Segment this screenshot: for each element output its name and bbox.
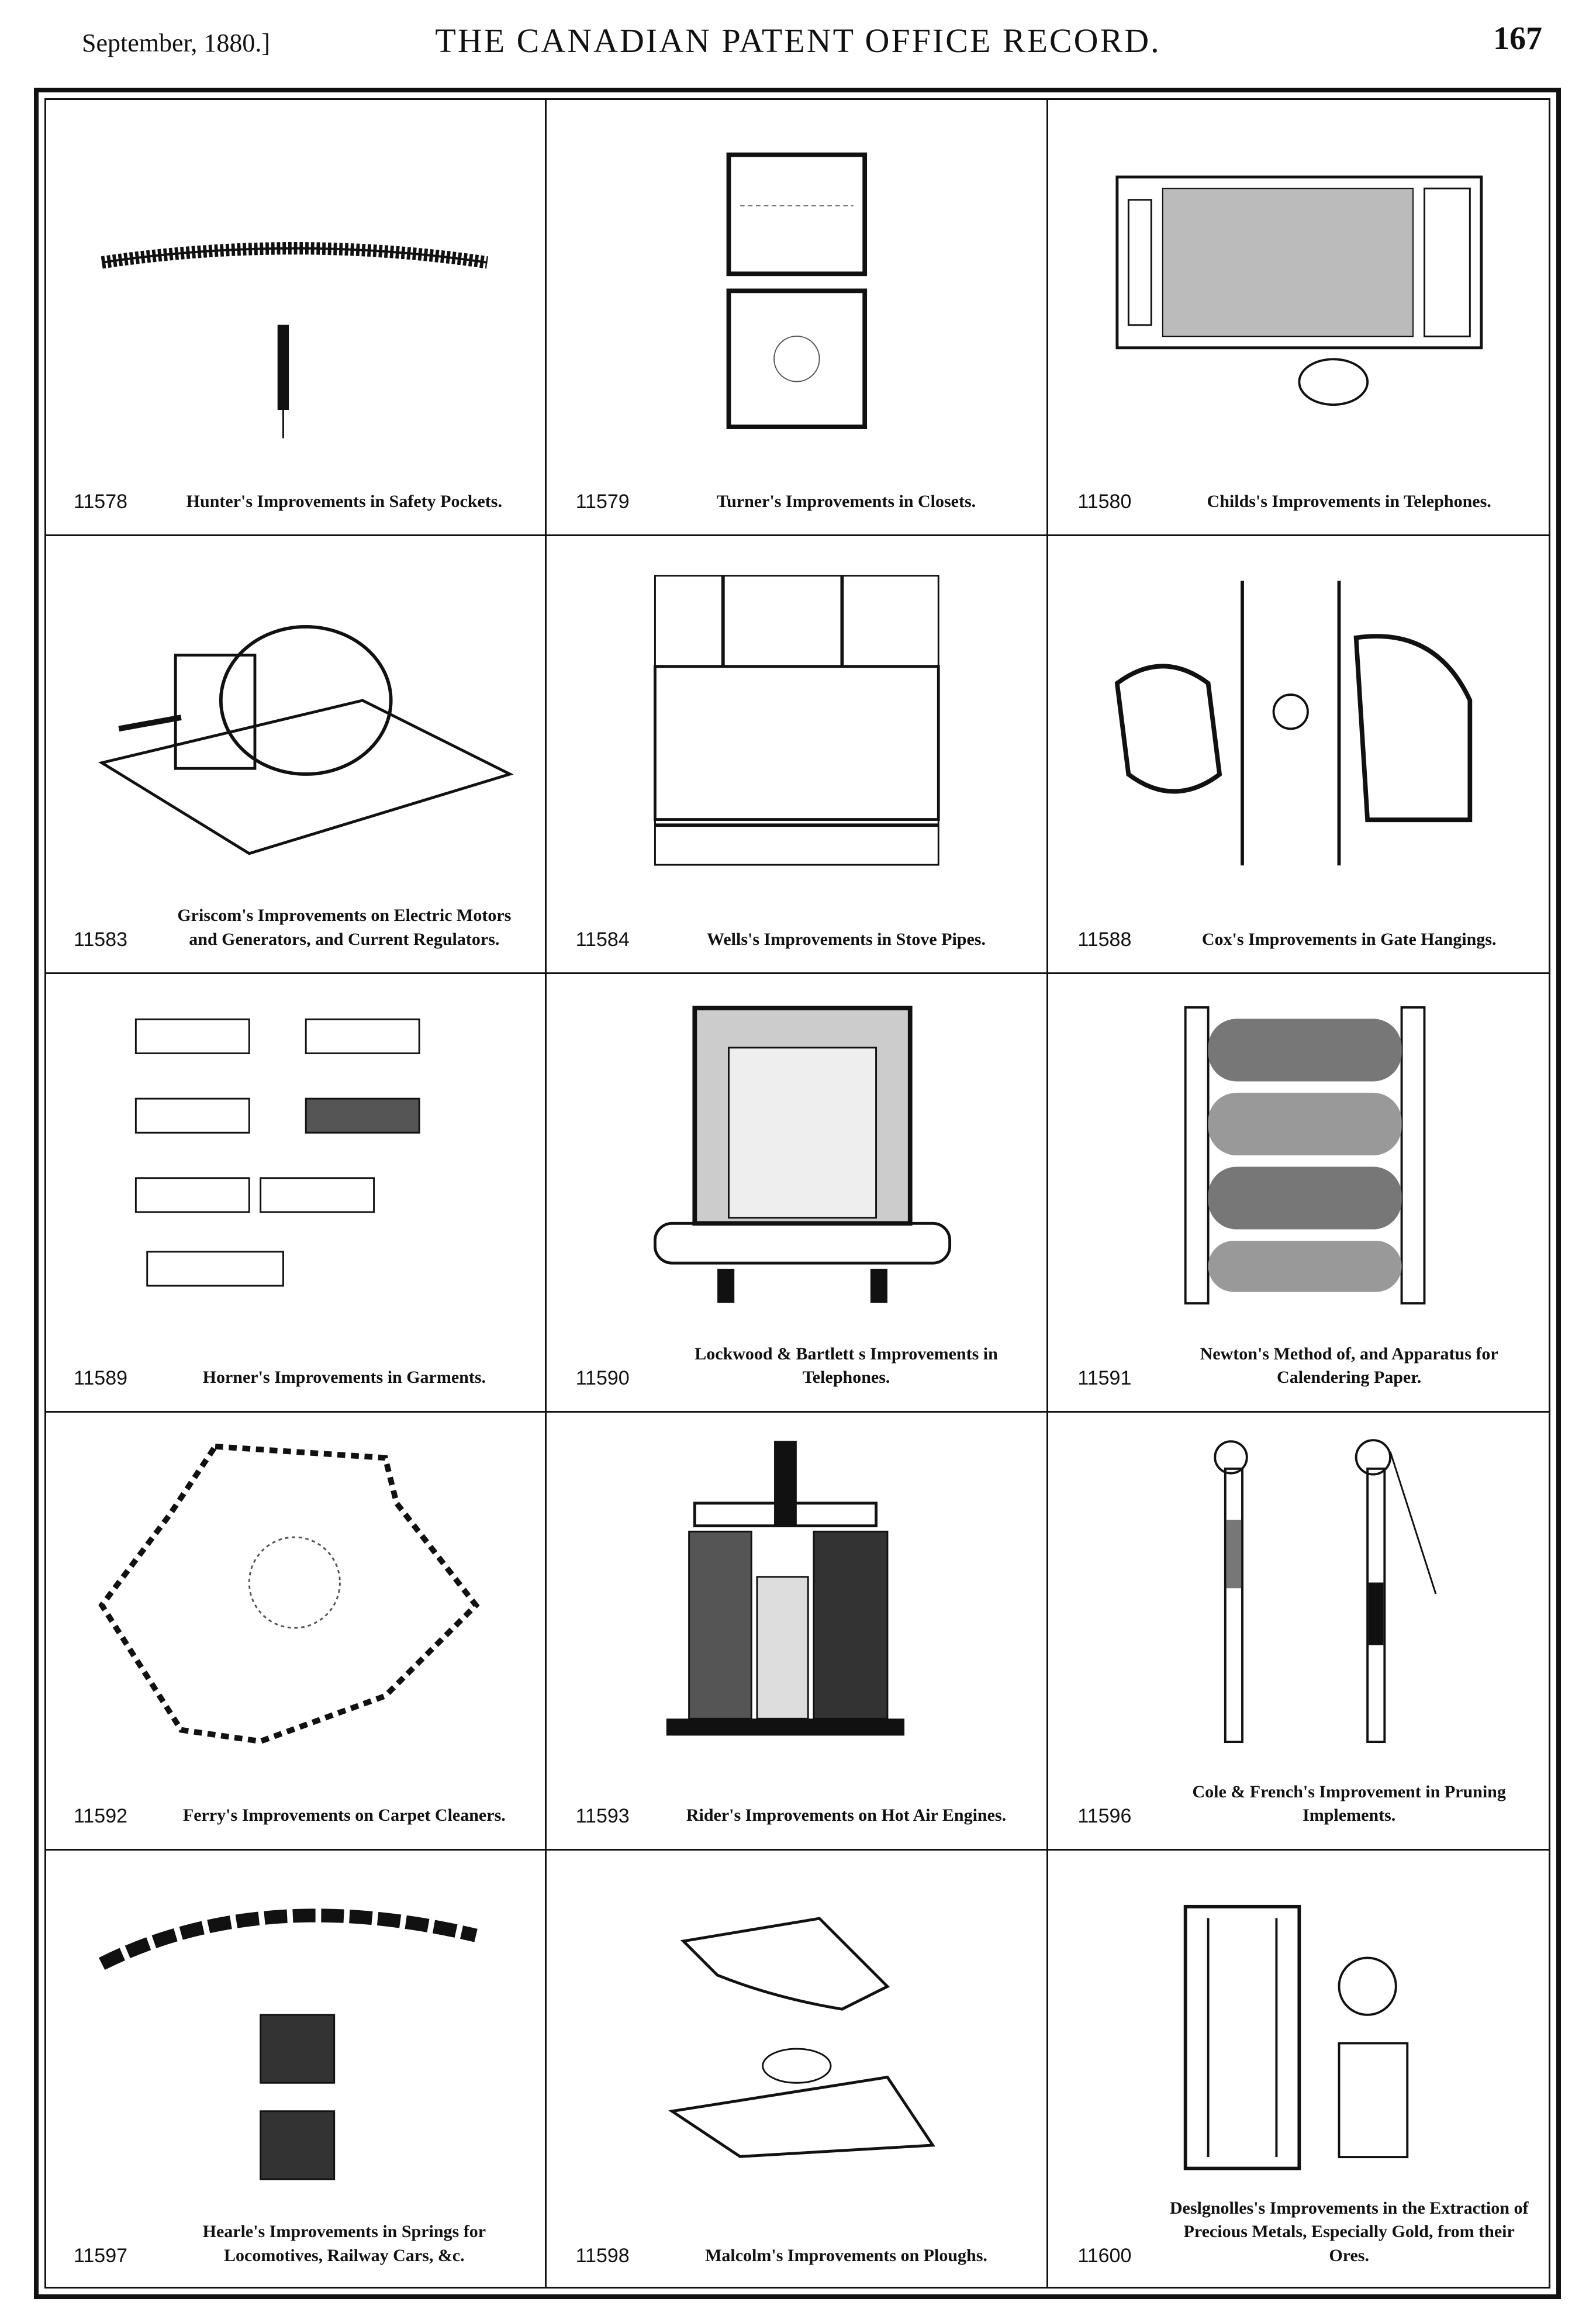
page-number: 167 — [1493, 20, 1542, 57]
patent-number: 11592 — [74, 1804, 128, 1827]
calendering-rollers-drawing — [1072, 992, 1527, 1319]
patent-title: Rider's Improvements on Hot Air Engines. — [686, 1806, 1007, 1825]
patent-number: 11588 — [1077, 929, 1132, 951]
page-header — [0, 0, 1596, 76]
patent-title: Turner's Improvements in Closets. — [716, 491, 976, 511]
patent-cell — [44, 974, 547, 1412]
telephone-switchboard-drawing — [1072, 116, 1527, 443]
patent-cell — [547, 536, 1049, 974]
patent-title: Hearle's Improvements in Springs for Locomotives, Railway Cars, &c. — [202, 2222, 486, 2265]
hot-air-engine-drawing — [570, 1430, 1024, 1758]
patent-number: 11589 — [74, 1366, 128, 1389]
garment-sleeves-drawing — [68, 992, 521, 1319]
patent-number: 11590 — [575, 1366, 630, 1389]
patent-cell — [1048, 536, 1550, 974]
patent-title: Cole & French's Improvement in Pruning Implements. — [1192, 1782, 1506, 1825]
patent-title: Cox's Improvements in Gate Hangings. — [1201, 929, 1497, 949]
patent-number: 11579 — [575, 491, 630, 513]
publication-title: THE CANADIAN PATENT OFFICE RECORD. — [435, 22, 1161, 60]
patent-title: Deslgnolles's Improvements in the Extraction of Precious Metals, Especially Gold, from their Ores. — [1169, 2198, 1529, 2265]
patent-title: Wells's Improvements in Stove Pipes. — [707, 929, 986, 949]
patent-number: 11584 — [575, 929, 630, 951]
patent-cell — [44, 536, 547, 974]
carpet-cleaner-drawing — [68, 1430, 521, 1758]
patent-title: Ferry's Improvements on Carpet Cleaners. — [182, 1806, 506, 1825]
patent-number: 11583 — [74, 929, 128, 951]
patent-cell — [1048, 1851, 1550, 2289]
patent-cell — [44, 1851, 547, 2289]
patent-title: Childs's Improvements in Telephones. — [1207, 491, 1491, 511]
patent-number: 11597 — [74, 2245, 128, 2267]
ore-extraction-drawing — [1072, 1868, 1527, 2196]
patent-grid — [44, 98, 1550, 2289]
patent-cell — [547, 974, 1049, 1412]
patent-number: 11591 — [1077, 1366, 1132, 1389]
patent-cell — [44, 98, 547, 536]
patent-cell — [547, 1851, 1049, 2289]
patent-title: Griscom's Improvements on Electric Motors and Generators, and Current Regulators. — [177, 906, 512, 949]
patent-number: 11580 — [1077, 491, 1132, 513]
patent-cell — [1048, 974, 1550, 1412]
patent-title: Lockwood & Bartlett s Improvements in Telephones. — [695, 1344, 998, 1387]
railway-spring-drawing — [68, 1868, 521, 2196]
electric-motor-drawing — [68, 554, 521, 881]
issue-date: September, 1880.] — [82, 29, 271, 57]
patent-cell — [44, 1413, 547, 1851]
patent-cell — [547, 1413, 1049, 1851]
plough-drawing — [570, 1868, 1024, 2196]
patent-plate-frame — [34, 88, 1561, 2299]
pruning-implement-drawing — [1072, 1430, 1527, 1758]
patent-number: 11596 — [1077, 1804, 1132, 1827]
closet-drawing — [570, 116, 1024, 443]
patent-cell — [1048, 98, 1550, 536]
patent-number: 11598 — [575, 2245, 630, 2267]
patent-number: 11593 — [575, 1804, 630, 1827]
patent-cell — [547, 98, 1049, 536]
patent-number: 11578 — [74, 491, 128, 513]
safety-pocket-drawing — [68, 116, 521, 443]
stove-pipe-drawing — [570, 554, 1024, 881]
patent-title: Newton's Method of, and Apparatus for Calendering Paper. — [1200, 1344, 1498, 1387]
patent-number: 11600 — [1077, 2245, 1132, 2267]
telephone-box-drawing — [570, 992, 1024, 1319]
gate-hanging-drawing — [1072, 554, 1527, 881]
patent-title: Horner's Improvements in Garments. — [202, 1368, 486, 1387]
patent-cell — [1048, 1413, 1550, 1851]
patent-title: Hunter's Improvements in Safety Pockets. — [186, 491, 502, 511]
patent-title: Malcolm's Improvements on Ploughs. — [705, 2245, 987, 2265]
